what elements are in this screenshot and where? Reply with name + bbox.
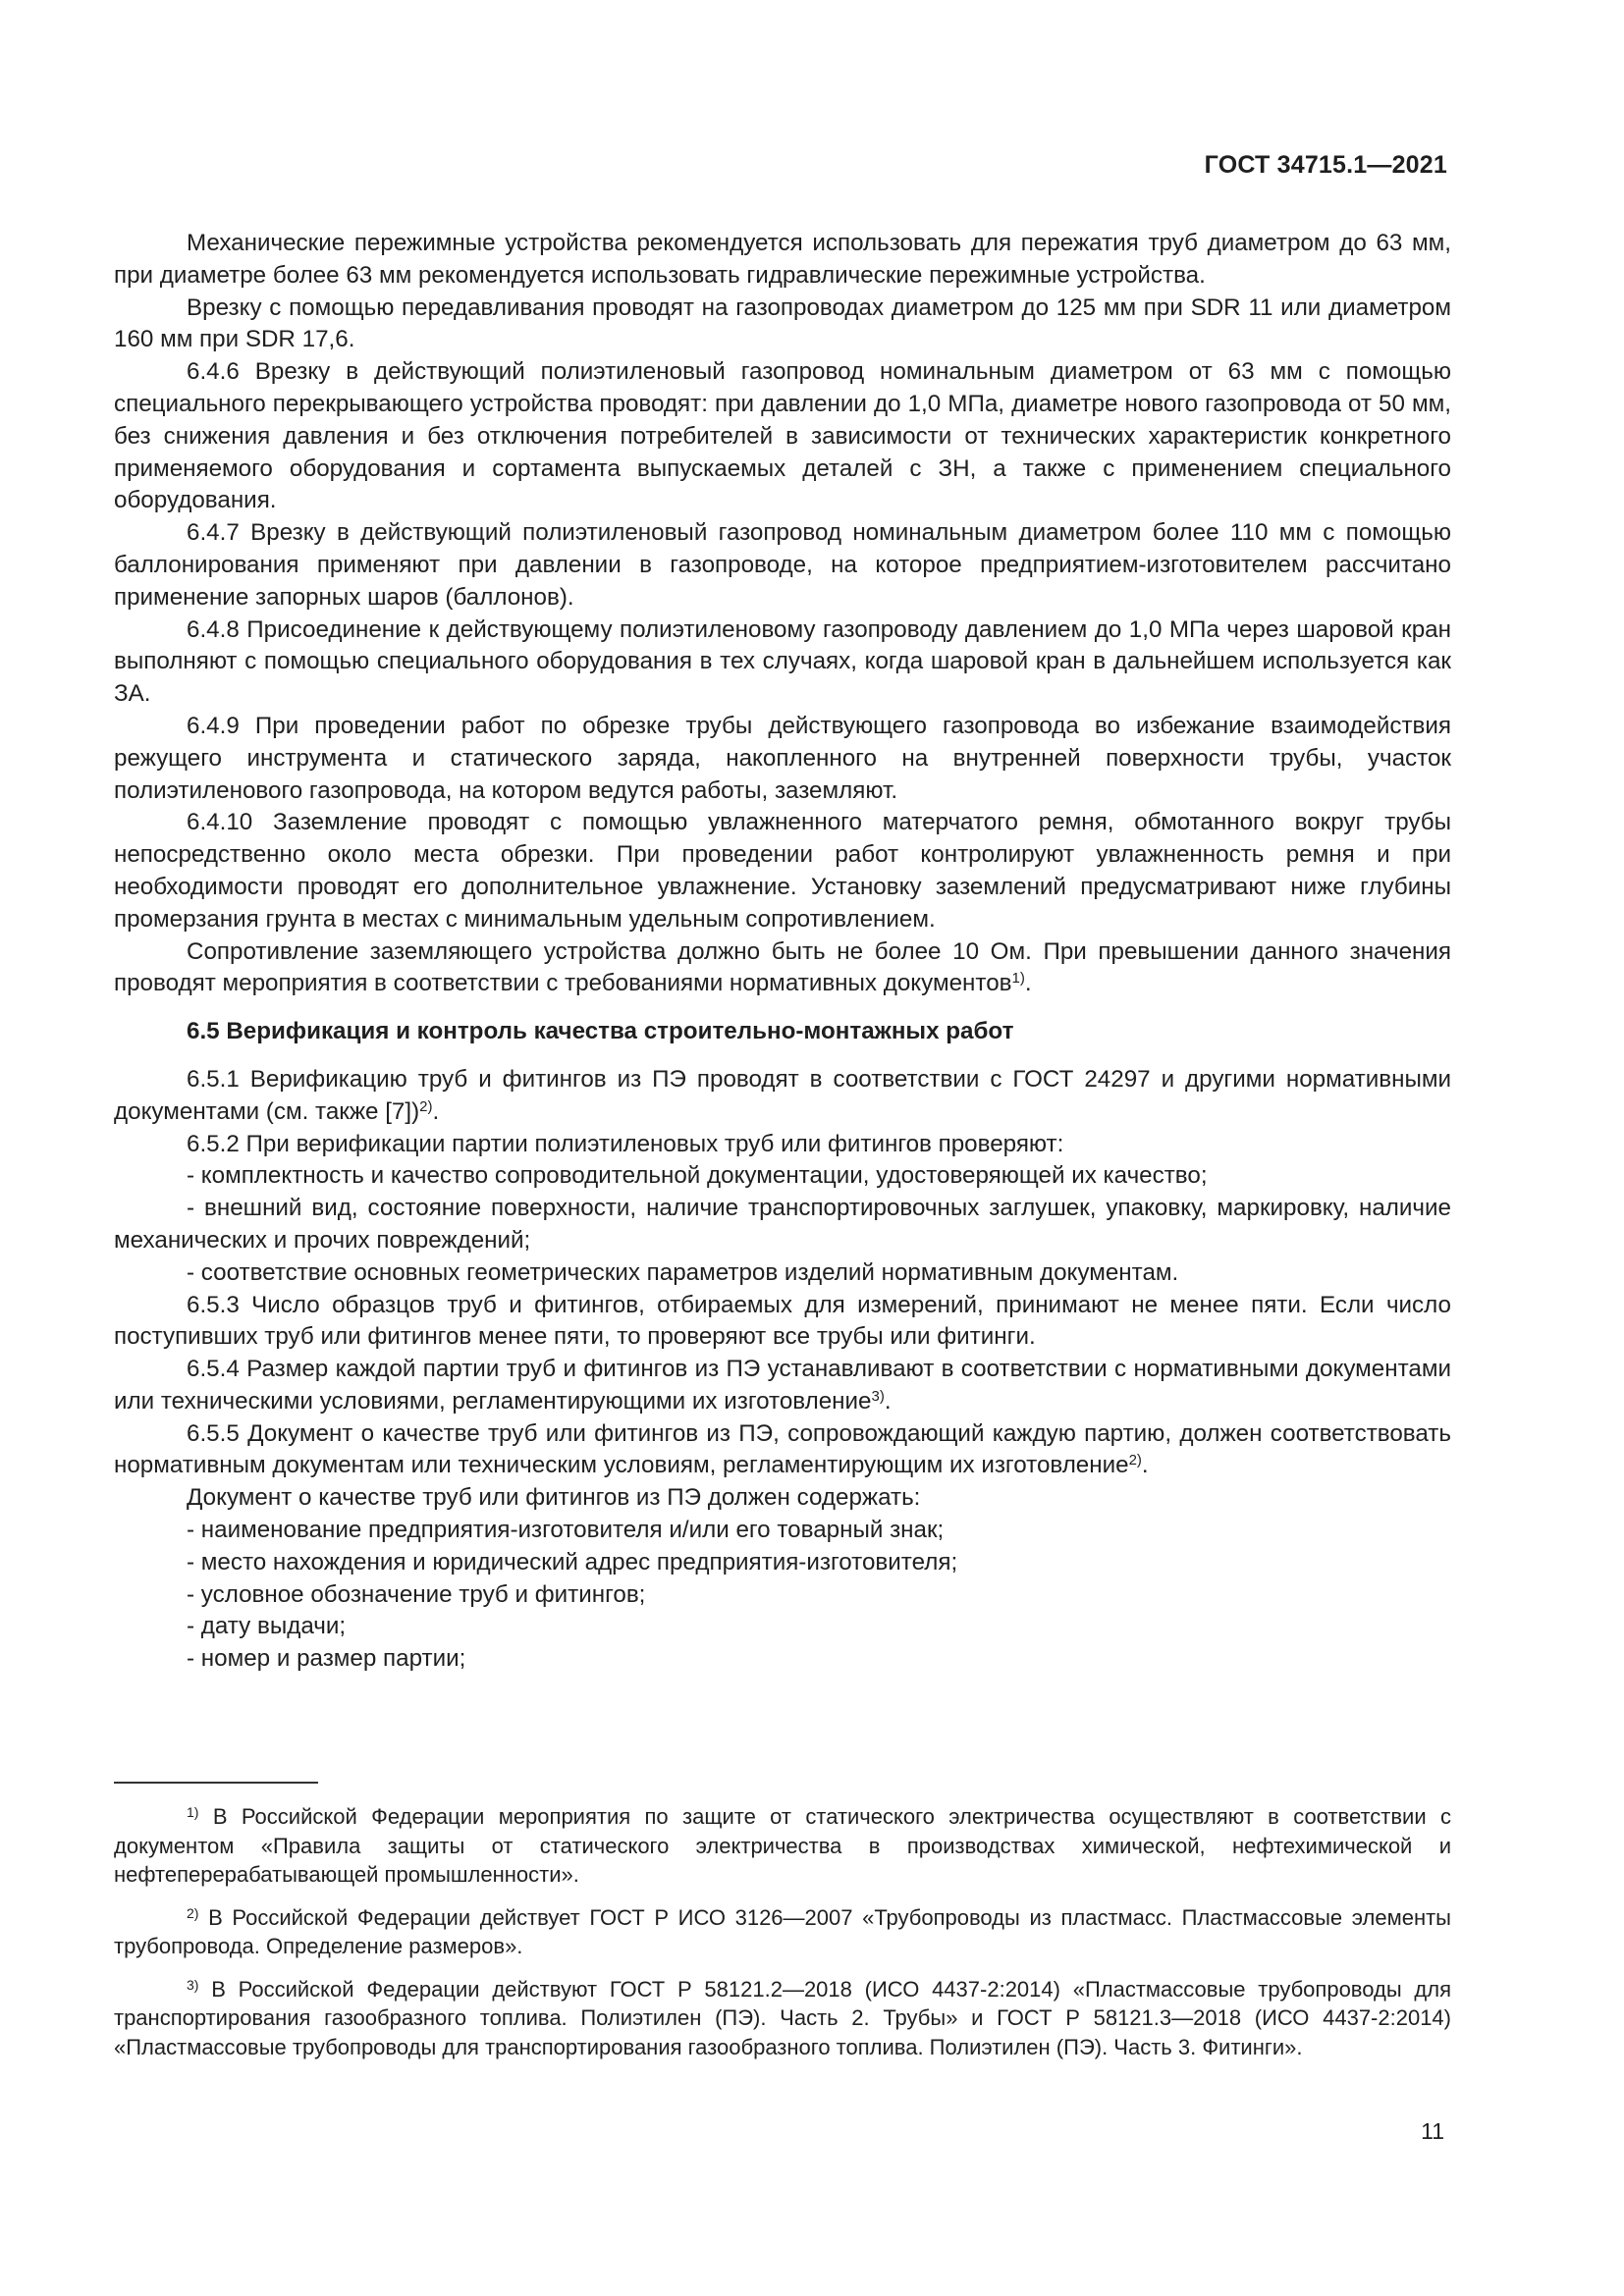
list-item: - внешний вид, состояние поверхности, наличие транспортировочных заглушек, упаковку, маркировку, наличие механических и прочих повреждений; bbox=[114, 1195, 1451, 1254]
list-item: - условное обозначение труб и фитингов; bbox=[187, 1580, 646, 1608]
clause-6-5-1 bbox=[114, 1064, 1451, 1129]
paragraph-end: . bbox=[432, 1097, 440, 1125]
footnote bbox=[114, 1975, 1451, 2062]
page-number: 11 bbox=[1421, 2118, 1444, 2144]
footnote-ref: 3) bbox=[871, 1387, 885, 1405]
footnotes bbox=[114, 1802, 1451, 2075]
footnote bbox=[114, 1903, 1451, 1961]
footnote-ref: 2) bbox=[419, 1097, 433, 1115]
paragraph-text: 6.5.1 Верификацию труб и фитингов из ПЭ проводят в соответствии с ГОСТ 24297 и другими нормативными документами (см. также [7]) bbox=[114, 1065, 1451, 1125]
document-id: ГОСТ 34715.1—2021 bbox=[1204, 151, 1447, 179]
footnote-divider bbox=[114, 1782, 318, 1784]
paragraph: Механические пережимные устройства рекомендуется использовать для пережатия труб диаметром до 63 мм, при диаметре более 63 мм рекомендуется использовать гидравлические пережимные устройства. bbox=[114, 230, 1451, 289]
footnote-mark: 2) bbox=[187, 1904, 199, 1921]
clause-6-5-2: 6.5.2 При верификации партии полиэтиленовых труб или фитингов проверяют: bbox=[187, 1130, 1064, 1157]
footnote-mark: 3) bbox=[187, 1976, 199, 1993]
clause-6-4-7: 6.4.7 Врезку в действующий полиэтиленовый газопровод номинальным диаметром более 110 мм с помощью баллонирования применяют при давлении в газопроводе, на которое предприятием-изготовителем рассчитано применение запорных шаров (баллонов). bbox=[114, 519, 1451, 611]
clause-6-4-9: 6.4.9 При проведении работ по обрезке трубы действующего газопровода во избежание взаимодействия режущего инструмента и статического заряда, накопленного на внутренней поверхности трубы, участок полиэтиленового газопровода, на котором ведутся работы, заземляют. bbox=[114, 712, 1451, 804]
clause-6-4-6: 6.4.6 Врезку в действующий полиэтиленовый газопровод номинальным диаметром от 63 мм с помощью специального перекрывающего устройства проводят: при давлении до 1,0 МПа, диаметре нового газопровода от 50 мм, без снижения давления и без отключения потребителей в зависимости от технических характеристик конкретного применяемого оборудования и сортамента выпускаемых деталей с ЗН, а также с применением специального оборудования. bbox=[114, 358, 1451, 514]
list-item: - номер и размер партии; bbox=[187, 1645, 466, 1673]
paragraph-end: . bbox=[1024, 970, 1032, 997]
paragraph-with-footnote bbox=[114, 936, 1451, 1001]
clause-6-5-3: 6.5.3 Число образцов труб и фитингов, отбираемых для измерений, принимают не менее пяти. Если число поступивших труб или фитингов менее пяти, то проверяют все трубы или фитинги. bbox=[114, 1291, 1451, 1351]
paragraph-text: Сопротивление заземляющего устройства должно быть не более 10 Ом. При превышении данного значения проводят мероприятия в соответствии с требованиями нормативных документов bbox=[114, 937, 1451, 997]
footnote-ref: 1) bbox=[1011, 970, 1025, 988]
footnote-text: В Российской Федерации действуют ГОСТ Р 58121.2—2018 (ИСО 4437-2:2014) «Пластмассовые трубопроводы для транспортирования газообразного топлива. Полиэтилен (ПЭ). Часть 2. Трубы» и ГОСТ Р 58121.3—2018 (ИСО 4437-2:2014) «Пластмассовые трубопроводы для транспортирования газообразного топлива. Полиэтилен (ПЭ). Часть 3. Фитинги». bbox=[114, 1976, 1451, 2059]
footnote-text: В Российской Федерации мероприятия по защите от статического электричества осуществляют в соответствии с документом «Правила защиты от статического электричества в производствах химической, нефтехимической и нефтеперерабатывающей промышленности». bbox=[114, 1804, 1451, 1887]
paragraph: Документ о качестве труб или фитингов из ПЭ должен содержать: bbox=[187, 1484, 921, 1512]
clause-6-5-5 bbox=[114, 1418, 1451, 1483]
list-item: - дату выдачи; bbox=[187, 1613, 347, 1640]
document-header bbox=[1205, 151, 1447, 180]
section-heading: 6.5 Верификация и контроль качества строительно-монтажных работ bbox=[187, 1018, 1014, 1045]
footnote-ref: 2) bbox=[1128, 1452, 1142, 1469]
paragraph-end: . bbox=[1141, 1452, 1149, 1479]
footnote bbox=[114, 1802, 1451, 1890]
clause-6-4-8: 6.4.8 Присоединение к действующему полиэтиленовому газопроводу давлением до 1,0 МПа через шаровой кран выполняют с помощью специального оборудования в тех случаях, когда шаровой кран в дальнейшем используется как ЗА. bbox=[114, 615, 1451, 708]
footnote-text: В Российской Федерации действует ГОСТ Р ИСО 3126—2007 «Трубопроводы из пластмасс. Пластмассовые элементы трубопровода. Определение размеров». bbox=[114, 1904, 1451, 1958]
list-item: - наименование предприятия-изготовителя и/или его товарный знак; bbox=[187, 1517, 945, 1544]
clause-6-5-4 bbox=[114, 1354, 1451, 1418]
footnote-mark: 1) bbox=[187, 1804, 199, 1820]
list-item: - комплектность и качество сопроводительной документации, удостоверяющей их качество; bbox=[187, 1162, 1208, 1190]
list-item: - соответствие основных геометрических параметров изделий нормативным документам. bbox=[187, 1258, 1179, 1286]
paragraph: Врезку с помощью передавливания проводят на газопроводах диаметром до 125 мм при SDR 11 или диаметром 160 мм при SDR 17,6. bbox=[114, 294, 1451, 353]
paragraph-text: 6.5.4 Размер каждой партии труб и фитингов из ПЭ устанавливают в соответствии с нормативными документами или техническими условиями, регламентирующими их изготовление bbox=[114, 1356, 1451, 1415]
clause-6-4-10: 6.4.10 Заземление проводят с помощью увлажненного матерчатого ремня, обмотанного вокруг трубы непосредственно около места обрезки. При проведении работ контролируют увлажненность ремня и при необходимости проводят его дополнительное увлажнение. Установку заземлений предусматривают ниже глубины промерзания грунта в местах с минимальным удельным сопротивлением. bbox=[114, 809, 1451, 933]
paragraph-end: . bbox=[884, 1387, 892, 1415]
list-item: - место нахождения и юридический адрес предприятия-изготовителя; bbox=[187, 1548, 958, 1575]
document-body bbox=[114, 228, 1451, 1676]
paragraph-text: 6.5.5 Документ о качестве труб или фитингов из ПЭ, сопровождающий каждую партию, должен соответствовать нормативным документам или техническим условиям, регламентирующим их изготовление bbox=[114, 1419, 1451, 1479]
